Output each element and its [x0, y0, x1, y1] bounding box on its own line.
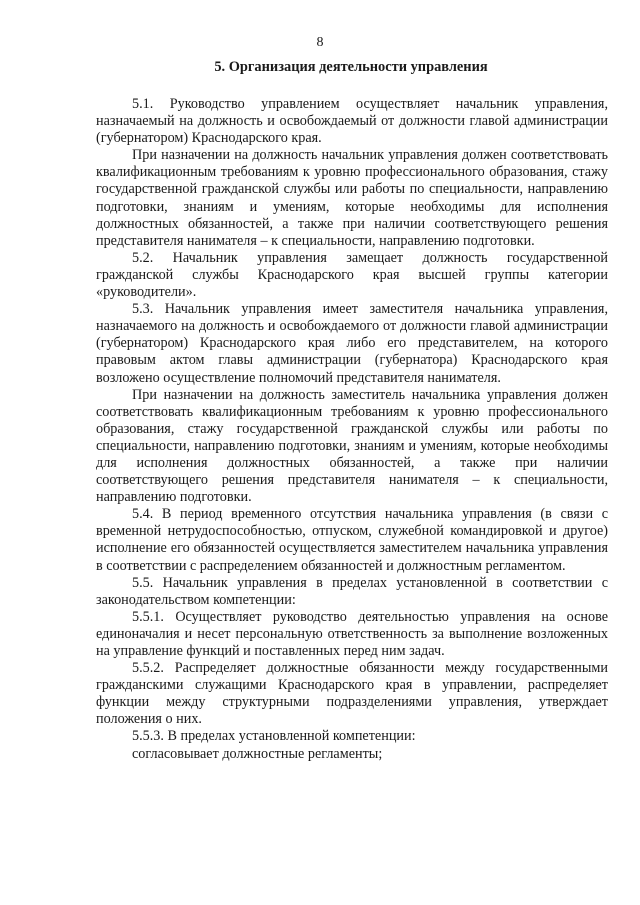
paragraph-deputy-appointment: При назначении на должность заместитель начальника управления должен соответствовать квалификационным требованиям к уровню профессионального образования, стажу государственной гражданской службы или работы по специальности, направлению подготовки, знаниям и умениям, которые необходимы для исполнения должностных обязанностей, а также при наличии соответствующего решения представителя нанимателя – к специальности, направлению подготовки.: [96, 386, 608, 506]
paragraph-5-5-1: 5.5.1. Осуществляет руководство деятельностью управления на основе единоначалия и несет персональную ответственность за выполнение возложенных на управление функций и поставленных перед ним задач.: [96, 608, 608, 659]
paragraph-5-5: 5.5. Начальник управления в пределах установленной в соответствии с законодательством компетенции:: [96, 574, 608, 608]
paragraph-regulations: согласовывает должностные регламенты;: [132, 745, 383, 762]
paragraph-head-appointment: При назначении на должность начальник управления должен соответствовать квалификационным требованиям к уровню профессионального образования, стажу государственной гражданской службы или работы по специальности, направлению подготовки, знаниям и умениям, которые необходимы для исполнения должностных обязанностей, а также при наличии соответствующего решения представителя нанимателя – к специальности, направлению подготовки.: [96, 147, 608, 249]
paragraph-5-2: 5.2. Начальник управления замещает должность государственной гражданской службы Краснодарского края высшей группы категории «руководители».: [96, 249, 608, 301]
page-number: 8: [316, 35, 324, 50]
paragraph-5-5-2: 5.5.2. Распределяет должностные обязанности между государственными гражданскими служащими Краснодарского края в управлении, распределяет функции между структурными подразделениями управления, утверждает положения о них.: [96, 660, 608, 728]
paragraph-5-3: 5.3. Начальник управления имеет заместителя начальника управления, назначаемого на должность и освобождаемого от должности главой администрации (губернатором) Краснодарского края либо его представителем, на которого правовым актом главы администрации (губернатора) Краснодарского края возложено осуществление полномочий представителя нанимателя.: [96, 301, 608, 386]
section-heading: 5. Организация деятельности управления: [214, 59, 488, 75]
paragraph-5-1: 5.1. Руководство управлением осуществляет начальник управления, назначаемый на должность и освобождаемый от должности главой администрации (губернатором) Краснодарского края.: [96, 96, 608, 147]
paragraph-5-5-3: 5.5.3. В пределах установленной компетенции:: [132, 728, 416, 745]
document-body: [96, 96, 608, 763]
paragraph-5-4: 5.4. В период временного отсутствия начальника управления (в связи с временной нетрудоспособностью, отпуском, служебной командировкой и другое) исполнение его обязанностей осуществляется заместителем начальника управления в соответствии с распределением обязанностей и должностным регламентом.: [96, 506, 608, 574]
